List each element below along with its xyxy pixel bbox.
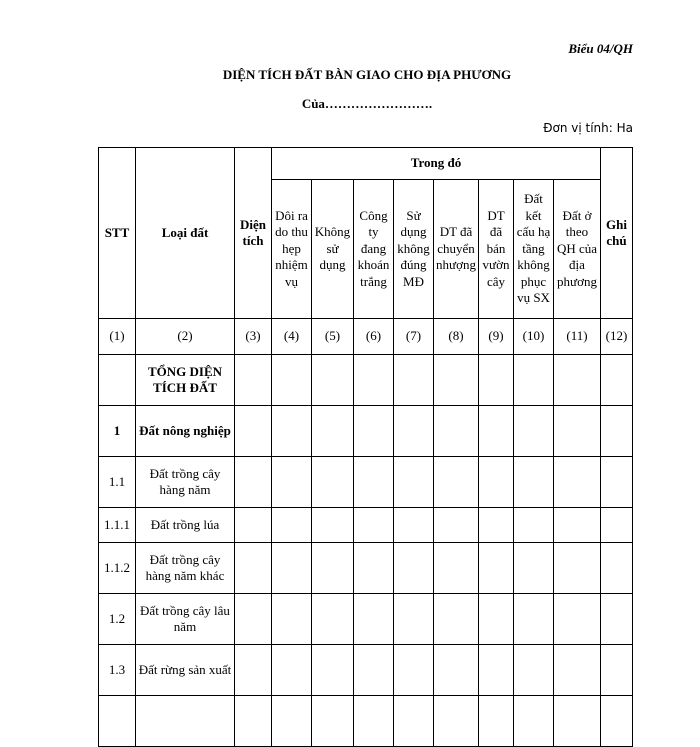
cell <box>235 406 272 457</box>
column-number: (10) <box>514 319 554 355</box>
cell <box>272 508 312 543</box>
cell <box>354 543 394 594</box>
cell <box>554 645 601 696</box>
cell <box>272 696 312 747</box>
cell <box>434 457 479 508</box>
column-number-row <box>99 319 633 355</box>
cell <box>354 355 394 406</box>
cell <box>479 508 514 543</box>
cell <box>479 594 514 645</box>
cell <box>601 406 633 457</box>
cell <box>479 543 514 594</box>
cell <box>354 594 394 645</box>
cell <box>601 355 633 406</box>
cell <box>272 543 312 594</box>
column-number: (4) <box>272 319 312 355</box>
cell <box>354 406 394 457</box>
header-area: Diện tích <box>235 148 272 319</box>
document-title: DIỆN TÍCH ĐẤT BÀN GIAO CHO ĐỊA PHƯƠNG <box>222 67 512 82</box>
table-row <box>99 406 633 457</box>
cell <box>354 508 394 543</box>
cell <box>272 406 312 457</box>
header-misused: Sử dụng không đúng MĐ <box>394 180 434 319</box>
row-land-type: Đất nông nghiệp <box>136 406 235 457</box>
header-stt: STT <box>99 148 136 319</box>
row-stt: 1.3 <box>99 645 136 696</box>
row-land-type: TỔNG DIỆN TÍCH ĐẤT <box>136 355 235 406</box>
cell <box>601 594 633 645</box>
cell <box>312 457 354 508</box>
column-number: (5) <box>312 319 354 355</box>
cell <box>434 594 479 645</box>
cell <box>601 543 633 594</box>
cell <box>235 355 272 406</box>
header-of-which: Trong đó <box>272 148 601 180</box>
table-row <box>99 696 633 747</box>
cell <box>601 645 633 696</box>
cell <box>601 696 633 747</box>
cell <box>235 594 272 645</box>
column-number: (12) <box>601 319 633 355</box>
header-land-type: Loại đất <box>136 148 235 319</box>
column-number: (1) <box>99 319 136 355</box>
cell <box>394 645 434 696</box>
cell <box>394 355 434 406</box>
cell <box>312 645 354 696</box>
column-number: (9) <box>479 319 514 355</box>
row-land-type: Đất trồng lúa <box>136 508 235 543</box>
cell <box>312 355 354 406</box>
column-number: (8) <box>434 319 479 355</box>
cell <box>554 508 601 543</box>
header-sold-gardens: DT đã bán vườn cây <box>479 180 514 319</box>
table-row <box>99 508 633 543</box>
cell <box>514 594 554 645</box>
cell <box>434 645 479 696</box>
owner-line: Của……………………. <box>301 96 433 111</box>
land-handover-table <box>98 147 633 747</box>
table-row <box>99 645 633 696</box>
cell <box>514 543 554 594</box>
row-stt <box>99 355 136 406</box>
cell <box>354 457 394 508</box>
cell <box>434 696 479 747</box>
header-unused: Không sử dụng <box>312 180 354 319</box>
table-row <box>99 594 633 645</box>
cell <box>479 355 514 406</box>
cell <box>514 355 554 406</box>
header-transferred: DT đã chuyển nhượng <box>434 180 479 319</box>
cell <box>394 406 434 457</box>
row-stt: 1.2 <box>99 594 136 645</box>
header-residential: Đất ở theo QH của địa phương <box>554 180 601 319</box>
cell <box>99 696 136 747</box>
column-number: (2) <box>136 319 235 355</box>
form-code: Biểu 04/QH <box>568 41 633 56</box>
row-land-type: Đất rừng sản xuất <box>136 645 235 696</box>
cell <box>554 696 601 747</box>
cell <box>514 508 554 543</box>
cell <box>479 457 514 508</box>
cell <box>554 457 601 508</box>
header-contracted: Công ty đang khoán trắng <box>354 180 394 319</box>
cell <box>272 594 312 645</box>
row-stt: 1.1 <box>99 457 136 508</box>
cell <box>394 543 434 594</box>
cell <box>235 508 272 543</box>
header-reclaimed: Dôi ra do thu hẹp nhiệm vụ <box>272 180 312 319</box>
cell <box>136 696 235 747</box>
cell <box>235 457 272 508</box>
cell <box>394 594 434 645</box>
row-stt: 1 <box>99 406 136 457</box>
cell <box>434 406 479 457</box>
cell <box>601 508 633 543</box>
column-number: (7) <box>394 319 434 355</box>
cell <box>272 457 312 508</box>
cell <box>479 645 514 696</box>
table-row <box>99 543 633 594</box>
cell <box>354 696 394 747</box>
cell <box>514 696 554 747</box>
cell <box>514 645 554 696</box>
cell <box>235 645 272 696</box>
header-infrastructure: Đất kết cấu hạ tầng không phục vụ SX <box>514 180 554 319</box>
cell <box>394 457 434 508</box>
cell <box>601 457 633 508</box>
cell <box>312 594 354 645</box>
cell <box>354 645 394 696</box>
cell <box>554 355 601 406</box>
row-stt: 1.1.2 <box>99 543 136 594</box>
cell <box>394 696 434 747</box>
row-land-type: Đất trồng cây hàng năm khác <box>136 543 235 594</box>
column-number: (3) <box>235 319 272 355</box>
header-notes: Ghi chú <box>601 148 633 319</box>
cell <box>312 406 354 457</box>
table-row <box>99 355 633 406</box>
cell <box>235 543 272 594</box>
cell <box>554 406 601 457</box>
cell <box>312 508 354 543</box>
cell <box>479 406 514 457</box>
cell <box>394 508 434 543</box>
cell <box>434 355 479 406</box>
cell <box>312 543 354 594</box>
cell <box>235 696 272 747</box>
cell <box>434 508 479 543</box>
cell <box>272 355 312 406</box>
cell <box>514 406 554 457</box>
table-row <box>99 457 633 508</box>
row-land-type: Đất trồng cây hàng năm <box>136 457 235 508</box>
column-number: (11) <box>554 319 601 355</box>
row-stt: 1.1.1 <box>99 508 136 543</box>
cell <box>434 543 479 594</box>
cell <box>554 543 601 594</box>
column-number: (6) <box>354 319 394 355</box>
row-land-type: Đất trồng cây lâu năm <box>136 594 235 645</box>
cell <box>312 696 354 747</box>
cell <box>272 645 312 696</box>
cell <box>479 696 514 747</box>
unit-label: Đơn vị tính: Ha <box>543 121 633 135</box>
cell <box>554 594 601 645</box>
cell <box>514 457 554 508</box>
